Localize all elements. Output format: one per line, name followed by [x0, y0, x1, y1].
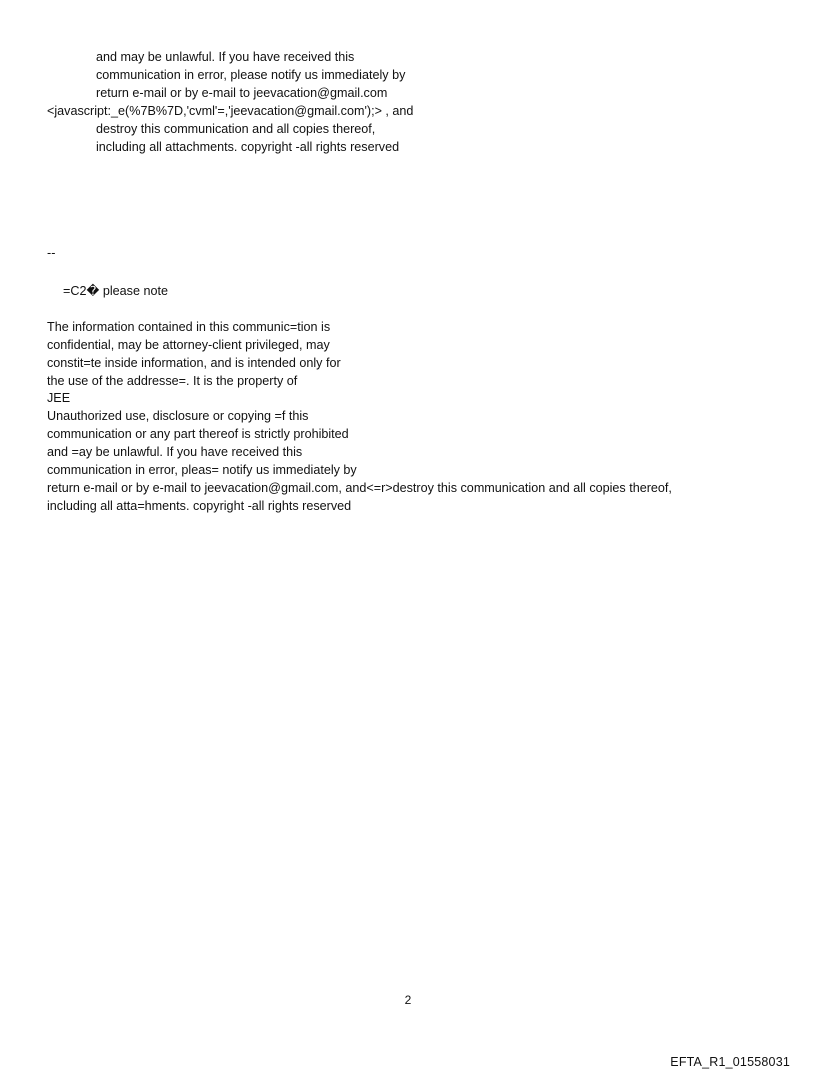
confidentiality-line: confidential, may be attorney-client privileged, may [47, 338, 330, 352]
disclaimer-line: including all attachments. copyright -all rights reserved [96, 140, 400, 154]
confidentiality-line: return e-mail or by e-mail to jeevacation@gmail.com, and<=r>destroy this communication and all copies thereof, [47, 481, 672, 495]
document-id: EFTA_R1_01558031 [670, 1055, 790, 1069]
confidentiality-line: communication or any part thereof is strictly prohibited [47, 427, 349, 441]
disclaimer-line: communication in error, please notify us immediately by [96, 68, 406, 82]
disclaimer-line: return e-mail or by e-mail to jeevacation@gmail.com [96, 86, 388, 100]
signature-separator: -- [47, 246, 56, 260]
please-note-line: =C2� please note [63, 284, 168, 298]
disclaimer-line: <javascript:_e(%7B%7D,'cvml'=,'jeevacation@gmail.com');> , and [47, 104, 414, 118]
confidentiality-line: JEE [47, 391, 71, 405]
confidentiality-line: communication in error, pleas= notify us immediately by [47, 463, 357, 477]
confidentiality-line: constit=te inside information, and is intended only for [47, 356, 341, 370]
confidentiality-line: including all atta=hments. copyright -all rights reserved [47, 499, 352, 513]
confidentiality-line: the use of the addresse=. It is the property of [47, 374, 298, 388]
page-number: 2 [404, 993, 412, 1007]
disclaimer-line: destroy this communication and all copies thereof, [96, 122, 376, 136]
confidentiality-line: and =ay be unlawful. If you have received this [47, 445, 303, 459]
confidentiality-line: The information contained in this communic=tion is [47, 320, 331, 334]
confidentiality-line: Unauthorized use, disclosure or copying =f this [47, 409, 309, 423]
disclaimer-line: and may be unlawful. If you have received this [96, 50, 355, 64]
